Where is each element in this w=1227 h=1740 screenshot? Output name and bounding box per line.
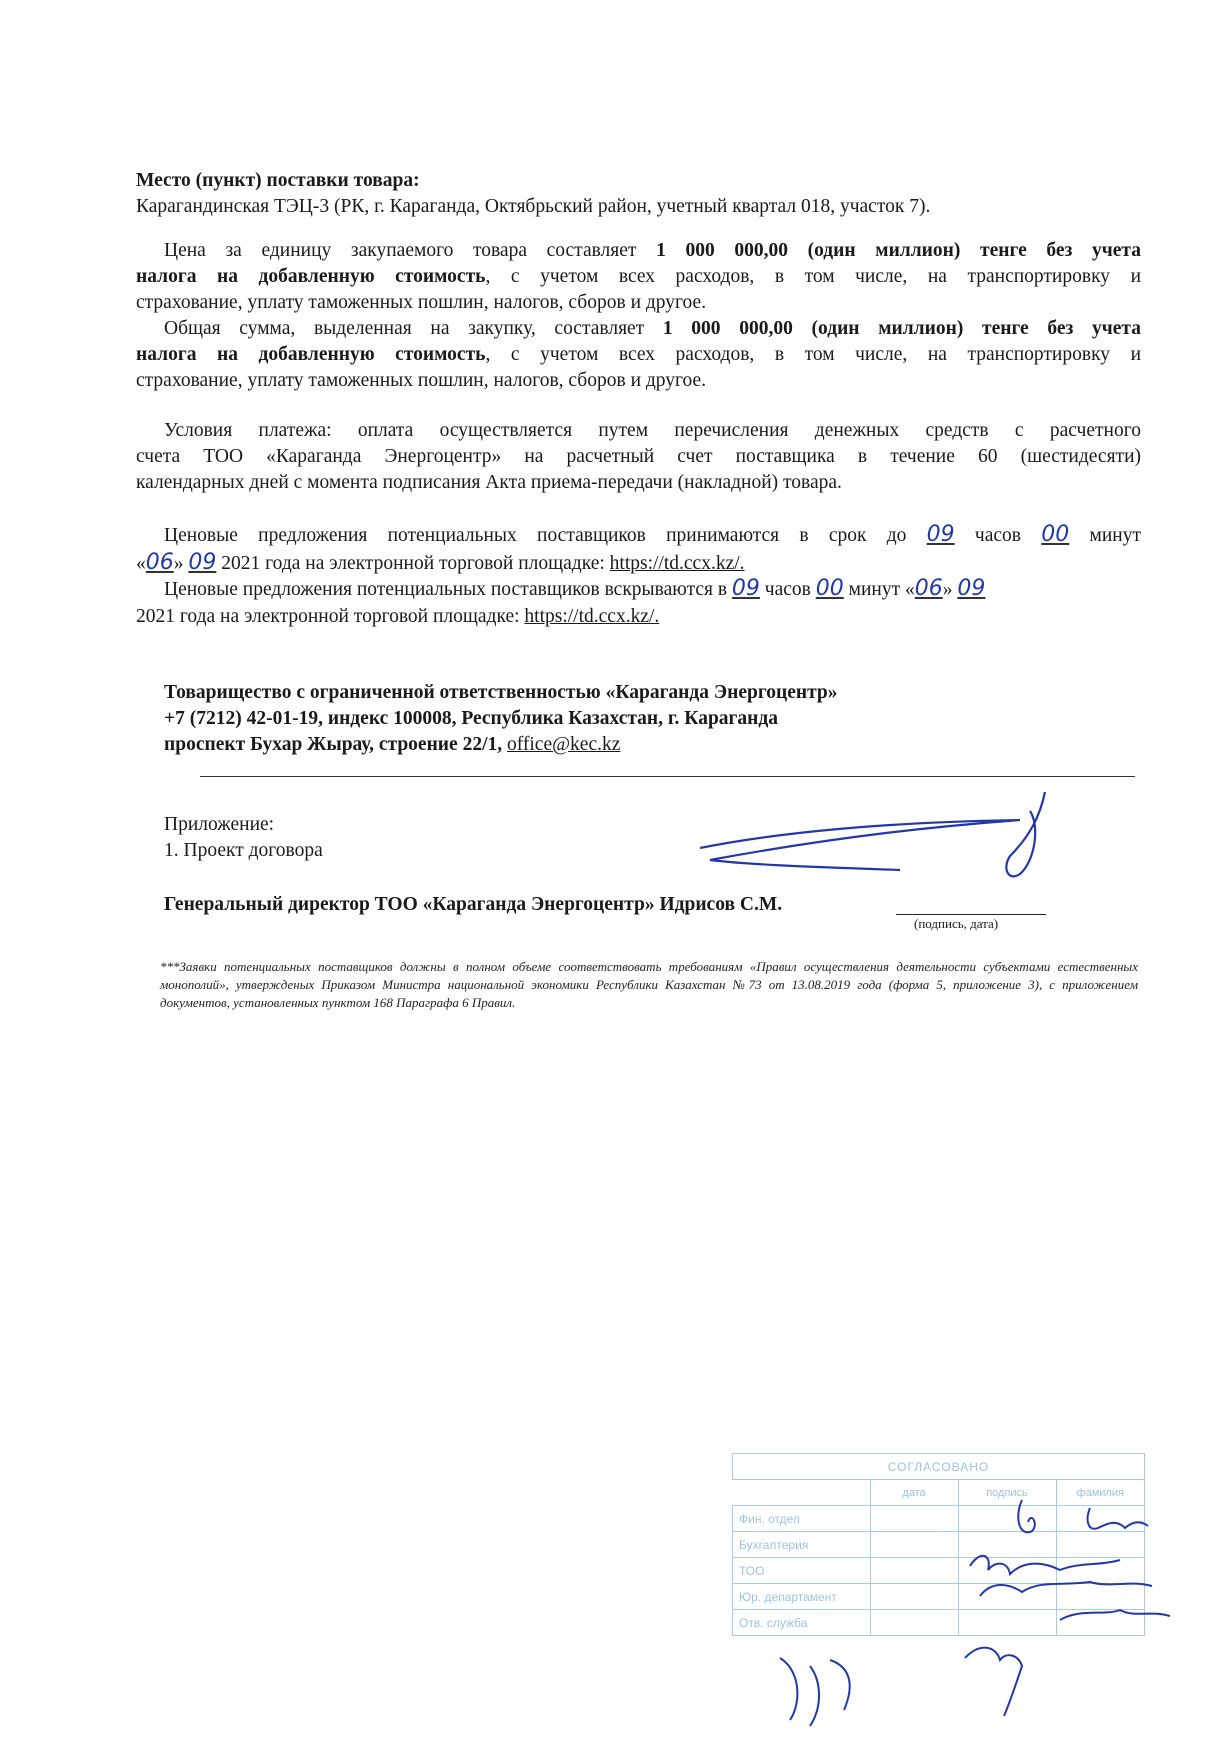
stamp-row-label: Бухгалтерия [733, 1532, 871, 1558]
stamp-col-name: фамилия [1056, 1480, 1145, 1506]
acceptance-hours-word: часов [954, 525, 1042, 546]
approval-handwriting [760, 1470, 1200, 1730]
acceptance-minutes-word: минут [1069, 525, 1142, 546]
total-line-2 [136, 342, 1141, 368]
price-text-2: , с учетом всех расходов, в том числе, на транспортировку и [485, 266, 1141, 287]
company-name: Товарищество с ограниченной ответственностью «Караганда Энергоцентр» [164, 682, 838, 703]
acceptance-minute: 00 [1041, 522, 1070, 547]
payment-line-1: Условия платежа: оплата осуществляется путем перечисления денежных средств с расчетного [164, 420, 1141, 441]
signature-caption: (подпись, дата) [914, 916, 999, 931]
acceptance-quote-open: « [136, 553, 146, 574]
opening-minute: 00 [815, 576, 844, 601]
stamp-col-sign: подпись [958, 1480, 1056, 1506]
stamp-row-label: ТОО [733, 1558, 871, 1584]
attachment-item: 1. Проект договора [164, 840, 323, 861]
opening-line-2 [136, 604, 659, 630]
opening-quote-open: « [904, 579, 915, 600]
footnote: ***Заявки потенциальных поставщиков должны в полном объеме соответствовать требованиям «Правил осуществления деятельности субъектами естественных монополий», утвержденых Приказом Министра национальной экономики Республики Казахстан №73 от 13.08.2019 года (форма 5, приложение 3), с приложением документов, установленных пунктом 168 Параграфа 6 Правил. [160, 959, 1138, 1010]
stamp-title: СОГЛАСОВАНО [733, 1454, 1145, 1480]
attachment-label: Приложение: [164, 814, 275, 835]
total-amount: 1 000 000,00 (один миллион) тенге без учета [662, 318, 1141, 339]
opening-hours-word: часов [759, 579, 816, 600]
acceptance-hour: 09 [926, 522, 955, 547]
opening-line-1 [164, 576, 985, 603]
signature-underline [896, 914, 1046, 915]
opening-quote-close: » [942, 579, 958, 600]
company-address-line [164, 732, 620, 758]
price-text: Цена за единицу закупаемого товара составляет [164, 240, 657, 261]
opening-text: Ценовые предложения потенциальных поставщиков вскрываются в [164, 579, 732, 600]
delivery-heading: Место (пункт) поставки товара: [136, 170, 420, 191]
acceptance-text: Ценовые предложения потенциальных поставщиков принимаются в срок до [164, 525, 927, 546]
opening-hour: 09 [731, 576, 760, 601]
stamp-col-date: дата [870, 1480, 958, 1506]
price-vat: налога на добавленную стоимость [136, 266, 486, 287]
acceptance-day: 06 [145, 550, 174, 575]
acceptance-year-text: 2021 года на электронной торговой площадке: [216, 553, 610, 574]
stamp-row-label: Фин. отдел [733, 1506, 871, 1532]
opening-minutes-word: минут [843, 579, 905, 600]
delivery-address: Карагандинская ТЭЦ-3 (РК, г. Караганда, Октябрьский район, учетный квартал 018, участок 7). [136, 196, 931, 217]
director-line: Генеральный директор ТОО «Караганда Энергоцентр» Идрисов С.М. [164, 894, 783, 915]
stamp-row-label: Юр. департамент [733, 1584, 871, 1610]
acceptance-line-1 [164, 522, 1141, 549]
payment-line-2: счета ТОО «Караганда Энергоцентр» на расчетный счет поставщика в течение 60 (шестидесяти) [136, 446, 1141, 467]
opening-year-text: 2021 года на электронной торговой площадке: [136, 606, 525, 627]
price-line-1 [136, 238, 1141, 264]
total-text-2: , с учетом всех расходов, в том числе, на транспортировку и [485, 344, 1141, 365]
company-phone-line: +7 (7212) 42-01-19, индекс 100008, Республика Казахстан, г. Караганда [164, 708, 778, 729]
total-text: Общая сумма, выделенная на закупку, составляет [164, 318, 663, 339]
acceptance-url-link[interactable]: https://td.ccx.kz/. [609, 553, 745, 574]
price-line-3: страхование, уплату таможенных пошлин, налогов, сборов и другое. [136, 292, 707, 313]
acceptance-line-2 [136, 550, 745, 577]
price-line-2 [136, 264, 1141, 290]
acceptance-month: 09 [188, 550, 217, 575]
payment-line-3: календарных дней с момента подписания Акта приема-передачи (накладной) товара. [136, 472, 842, 493]
total-line-3: страхование, уплату таможенных пошлин, налогов, сборов и другое. [136, 370, 707, 391]
acceptance-quote-close: » [173, 553, 189, 574]
opening-month: 09 [957, 576, 986, 601]
stamp-row-label: Отв. служба [733, 1610, 871, 1636]
opening-day: 06 [914, 576, 943, 601]
total-vat: налога на добавленную стоимость [136, 344, 486, 365]
separator-line [200, 776, 1135, 777]
total-line-1 [136, 316, 1141, 342]
director-signature [690, 786, 1070, 886]
opening-url-link[interactable]: https://td.ccx.kz/. [524, 606, 660, 627]
company-email-link[interactable]: office@kec.kz [506, 734, 621, 755]
price-amount: 1 000 000,00 (один миллион) тенге без учета [656, 240, 1142, 261]
company-address: проспект Бухар Жырау, строение 22/1, [164, 734, 507, 755]
